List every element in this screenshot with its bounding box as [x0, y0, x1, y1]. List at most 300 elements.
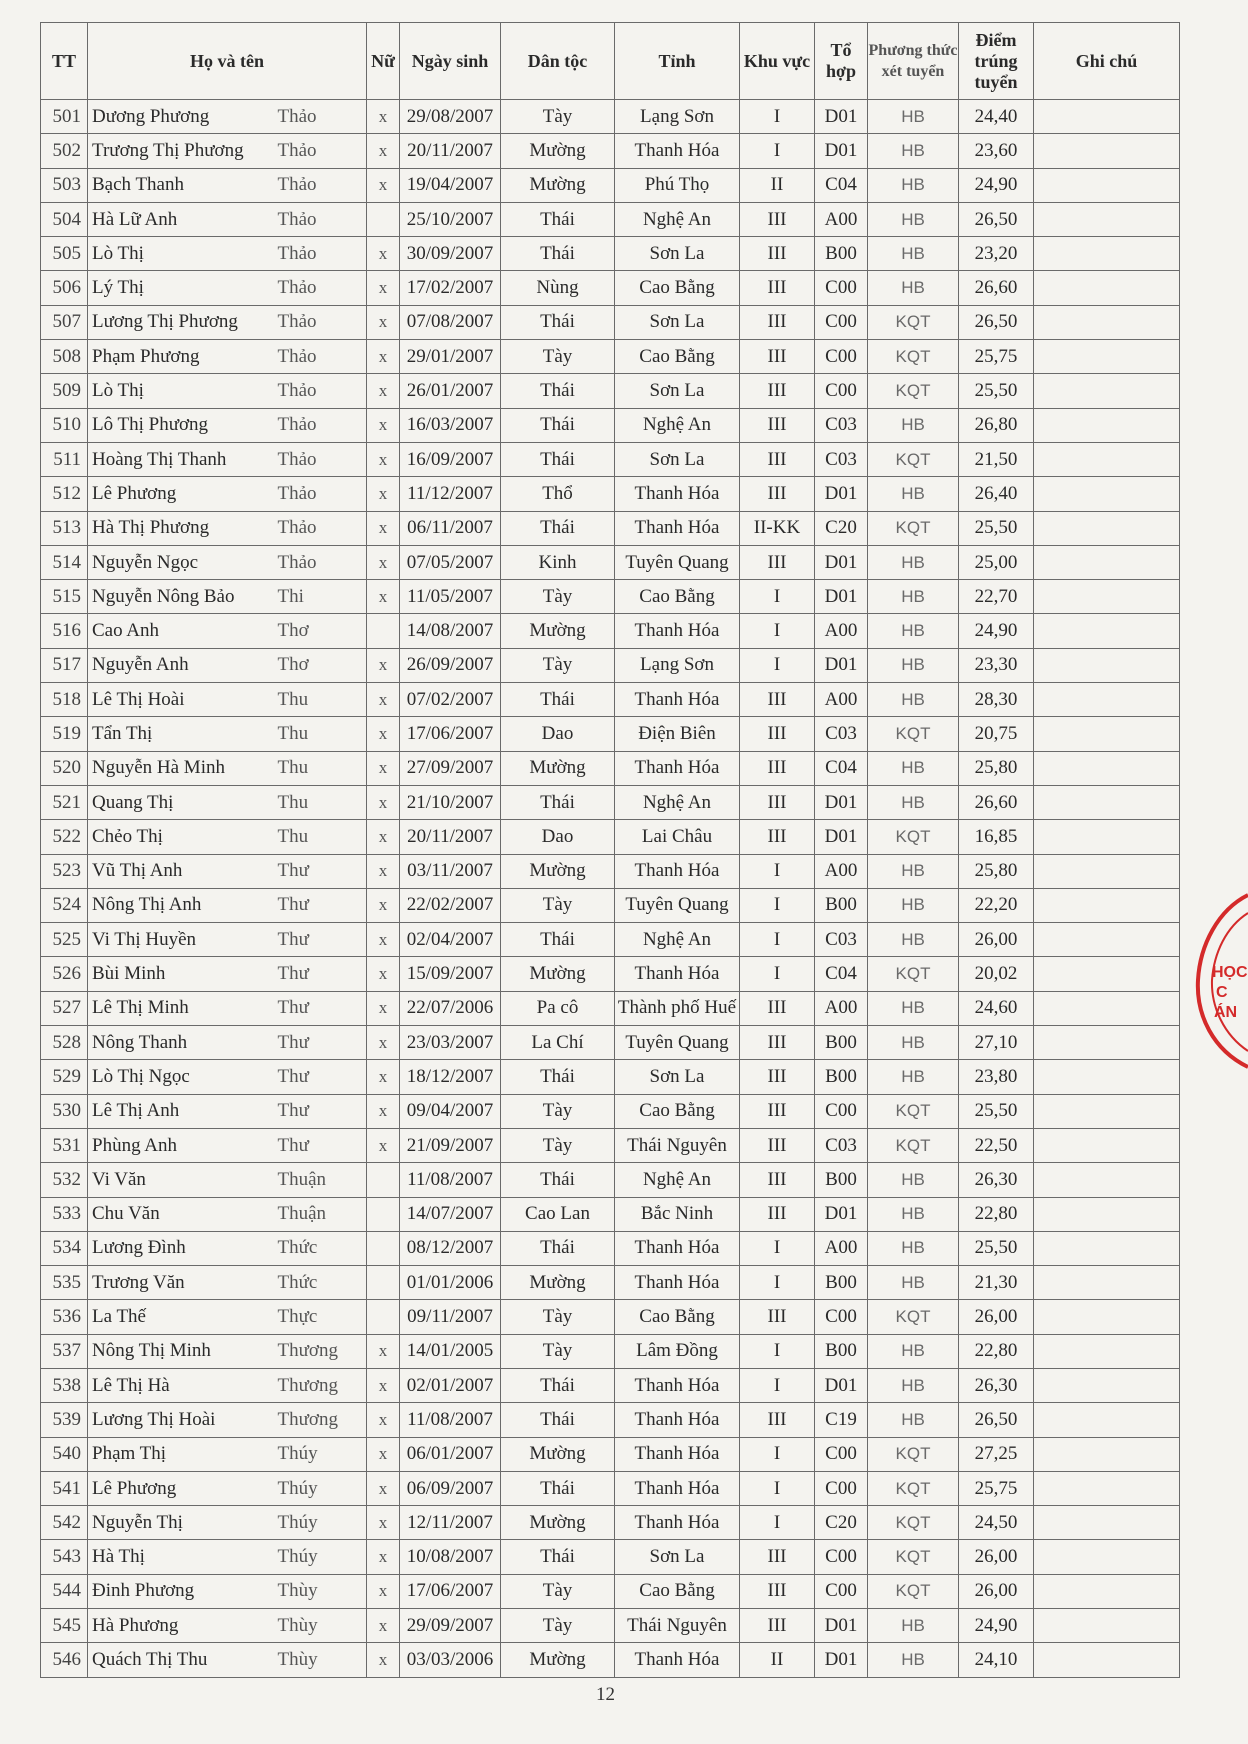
note-cell	[1034, 717, 1180, 751]
note-cell	[1034, 1128, 1180, 1162]
subject-combo-cell: D01	[815, 785, 868, 819]
ethnicity-cell: Thái	[501, 785, 615, 819]
admission-method-cell: HB	[868, 854, 959, 888]
province-cell: Thanh Hóa	[615, 1643, 740, 1677]
admission-method-cell: HB	[868, 1026, 959, 1060]
table-row	[41, 991, 1180, 1025]
ethnicity-cell: Mường	[501, 1506, 615, 1540]
given-name-cell: Thư	[278, 1128, 367, 1162]
birth-date-cell: 02/04/2007	[400, 923, 501, 957]
row-number-cell: 540	[41, 1437, 88, 1471]
province-cell: Nghệ An	[615, 408, 740, 442]
surname-middle-cell: Vũ Thị Anh	[88, 854, 278, 888]
ethnicity-cell: Mường	[501, 854, 615, 888]
area-cell: I	[740, 1437, 815, 1471]
note-cell	[1034, 340, 1180, 374]
given-name-cell: Thức	[278, 1266, 367, 1300]
surname-middle-cell: Vi Văn	[88, 1163, 278, 1197]
female-mark-cell: x	[367, 648, 400, 682]
table-row	[41, 134, 1180, 168]
birth-date-cell: 03/03/2006	[400, 1643, 501, 1677]
area-cell: III	[740, 1300, 815, 1334]
province-cell: Tuyên Quang	[615, 888, 740, 922]
birth-date-cell: 16/09/2007	[400, 442, 501, 476]
admission-method-cell: HB	[868, 545, 959, 579]
row-number-cell: 512	[41, 477, 88, 511]
score-cell: 26,50	[959, 1403, 1034, 1437]
subject-combo-cell: B00	[815, 1026, 868, 1060]
table-row	[41, 168, 1180, 202]
score-cell: 25,80	[959, 854, 1034, 888]
female-mark-cell: x	[367, 683, 400, 717]
subject-combo-cell: C00	[815, 1094, 868, 1128]
area-cell: II-KK	[740, 511, 815, 545]
birth-date-cell: 26/01/2007	[400, 374, 501, 408]
female-mark-cell: x	[367, 1506, 400, 1540]
admission-method-cell: HB	[868, 100, 959, 134]
subject-combo-cell: B00	[815, 1334, 868, 1368]
province-cell: Sơn La	[615, 305, 740, 339]
ethnicity-cell: La Chí	[501, 1026, 615, 1060]
surname-middle-cell: Lê Phương	[88, 1471, 278, 1505]
surname-middle-cell: Lô Thị Phương	[88, 408, 278, 442]
birth-date-cell: 22/07/2006	[400, 991, 501, 1025]
surname-middle-cell: Hà Thị	[88, 1540, 278, 1574]
note-cell	[1034, 580, 1180, 614]
stamp-text-3: ÁN	[1214, 1004, 1238, 1021]
given-name-cell: Thư	[278, 991, 367, 1025]
admission-method-cell: KQT	[868, 1094, 959, 1128]
ethnicity-cell: Thái	[501, 202, 615, 236]
ethnicity-cell: Thái	[501, 1163, 615, 1197]
admission-method-cell: KQT	[868, 305, 959, 339]
province-cell: Thanh Hóa	[615, 751, 740, 785]
row-number-cell: 508	[41, 340, 88, 374]
given-name-cell: Thức	[278, 1231, 367, 1265]
table-row	[41, 854, 1180, 888]
given-name-cell: Thương	[278, 1334, 367, 1368]
subject-combo-cell: C00	[815, 1540, 868, 1574]
female-mark-cell	[367, 1197, 400, 1231]
surname-middle-cell: Trương Văn	[88, 1266, 278, 1300]
admission-method-cell: HB	[868, 1643, 959, 1677]
ethnicity-cell: Thái	[501, 683, 615, 717]
score-cell: 24,60	[959, 991, 1034, 1025]
female-mark-cell: x	[367, 1128, 400, 1162]
note-cell	[1034, 1368, 1180, 1402]
surname-middle-cell: Quách Thị Thu	[88, 1643, 278, 1677]
given-name-cell: Thảo	[278, 340, 367, 374]
ethnicity-cell: Thái	[501, 1368, 615, 1402]
admission-method-cell: HB	[868, 408, 959, 442]
table-row	[41, 923, 1180, 957]
row-number-cell: 543	[41, 1540, 88, 1574]
ethnicity-cell: Tày	[501, 1574, 615, 1608]
birth-date-cell: 22/02/2007	[400, 888, 501, 922]
birth-date-cell: 27/09/2007	[400, 751, 501, 785]
birth-date-cell: 07/05/2007	[400, 545, 501, 579]
surname-middle-cell: Lý Thị	[88, 271, 278, 305]
province-cell: Nghệ An	[615, 923, 740, 957]
ethnicity-cell: Mường	[501, 751, 615, 785]
admission-method-cell: HB	[868, 888, 959, 922]
birth-date-cell: 16/03/2007	[400, 408, 501, 442]
score-cell: 16,85	[959, 820, 1034, 854]
note-cell	[1034, 1163, 1180, 1197]
table-header	[41, 23, 1180, 100]
note-cell	[1034, 545, 1180, 579]
birth-date-cell: 14/07/2007	[400, 1197, 501, 1231]
surname-middle-cell: Nông Thị Minh	[88, 1334, 278, 1368]
area-cell: I	[740, 134, 815, 168]
subject-combo-cell: A00	[815, 202, 868, 236]
given-name-cell: Thảo	[278, 134, 367, 168]
score-cell: 20,75	[959, 717, 1034, 751]
ethnicity-cell: Tày	[501, 1128, 615, 1162]
female-mark-cell: x	[367, 923, 400, 957]
table-row	[41, 1094, 1180, 1128]
table-row	[41, 374, 1180, 408]
table-row	[41, 1231, 1180, 1265]
surname-middle-cell: Hà Thị Phương	[88, 511, 278, 545]
province-cell: Thành phố Huế	[615, 991, 740, 1025]
admission-list-page	[40, 22, 1180, 1678]
score-cell: 27,25	[959, 1437, 1034, 1471]
female-mark-cell: x	[367, 820, 400, 854]
ethnicity-cell: Tày	[501, 1300, 615, 1334]
female-mark-cell: x	[367, 1471, 400, 1505]
note-cell	[1034, 374, 1180, 408]
birth-date-cell: 14/08/2007	[400, 614, 501, 648]
given-name-cell: Thuận	[278, 1163, 367, 1197]
table-row	[41, 785, 1180, 819]
row-number-cell: 502	[41, 134, 88, 168]
note-cell	[1034, 1609, 1180, 1643]
subject-combo-cell: C04	[815, 957, 868, 991]
ethnicity-cell: Nùng	[501, 271, 615, 305]
note-cell	[1034, 991, 1180, 1025]
row-number-cell: 527	[41, 991, 88, 1025]
surname-middle-cell: Lò Thị Ngọc	[88, 1060, 278, 1094]
note-cell	[1034, 1471, 1180, 1505]
area-cell: III	[740, 408, 815, 442]
province-cell: Tuyên Quang	[615, 1026, 740, 1060]
note-cell	[1034, 648, 1180, 682]
area-cell: I	[740, 648, 815, 682]
ethnicity-cell: Tày	[501, 888, 615, 922]
female-mark-cell: x	[367, 305, 400, 339]
surname-middle-cell: Nguyễn Nông Bảo	[88, 580, 278, 614]
score-cell: 23,20	[959, 237, 1034, 271]
given-name-cell: Thảo	[278, 545, 367, 579]
score-cell: 26,00	[959, 1574, 1034, 1608]
admission-method-cell: KQT	[868, 717, 959, 751]
ethnicity-cell: Tày	[501, 1094, 615, 1128]
surname-middle-cell: Lê Thị Minh	[88, 991, 278, 1025]
surname-middle-cell: Phùng Anh	[88, 1128, 278, 1162]
subject-combo-cell: D01	[815, 1643, 868, 1677]
given-name-cell: Thơ	[278, 614, 367, 648]
given-name-cell: Thư	[278, 923, 367, 957]
province-cell: Thanh Hóa	[615, 683, 740, 717]
given-name-cell: Thúy	[278, 1540, 367, 1574]
score-cell: 23,30	[959, 648, 1034, 682]
subject-combo-cell: B00	[815, 237, 868, 271]
surname-middle-cell: Nguyễn Anh	[88, 648, 278, 682]
subject-combo-cell: C03	[815, 408, 868, 442]
score-cell: 26,50	[959, 202, 1034, 236]
ethnicity-cell: Mường	[501, 134, 615, 168]
row-number-cell: 535	[41, 1266, 88, 1300]
table-row	[41, 271, 1180, 305]
admission-method-cell: HB	[868, 1266, 959, 1300]
subject-combo-cell: B00	[815, 888, 868, 922]
province-cell: Nghệ An	[615, 785, 740, 819]
note-cell	[1034, 751, 1180, 785]
subject-combo-cell: A00	[815, 854, 868, 888]
admission-method-cell: HB	[868, 271, 959, 305]
given-name-cell: Thúy	[278, 1506, 367, 1540]
subject-combo-cell: D01	[815, 477, 868, 511]
score-cell: 24,10	[959, 1643, 1034, 1677]
row-number-cell: 534	[41, 1231, 88, 1265]
table-row	[41, 511, 1180, 545]
row-number-cell: 518	[41, 683, 88, 717]
subject-combo-cell: C00	[815, 305, 868, 339]
birth-date-cell: 18/12/2007	[400, 1060, 501, 1094]
col-header-khu-vuc: Khu vực	[740, 23, 815, 100]
admission-method-cell: KQT	[868, 1471, 959, 1505]
score-cell: 28,30	[959, 683, 1034, 717]
table-row	[41, 477, 1180, 511]
admission-method-cell: HB	[868, 785, 959, 819]
surname-middle-cell: Trương Thị Phương	[88, 134, 278, 168]
table-body	[41, 100, 1180, 1678]
col-header-nu: Nữ	[367, 23, 400, 100]
province-cell: Thanh Hóa	[615, 1437, 740, 1471]
surname-middle-cell: Bùi Minh	[88, 957, 278, 991]
area-cell: III	[740, 1094, 815, 1128]
admission-method-cell: HB	[868, 648, 959, 682]
area-cell: I	[740, 1231, 815, 1265]
admission-method-cell: KQT	[868, 1574, 959, 1608]
col-header-ho-ten: Họ và tên	[88, 23, 367, 100]
ethnicity-cell: Tày	[501, 1609, 615, 1643]
area-cell: III	[740, 545, 815, 579]
female-mark-cell: x	[367, 888, 400, 922]
province-cell: Cao Bằng	[615, 580, 740, 614]
score-cell: 26,00	[959, 1300, 1034, 1334]
table-row	[41, 1574, 1180, 1608]
female-mark-cell	[367, 1231, 400, 1265]
score-cell: 22,20	[959, 888, 1034, 922]
score-cell: 25,50	[959, 511, 1034, 545]
score-cell: 25,80	[959, 751, 1034, 785]
ethnicity-cell: Dao	[501, 717, 615, 751]
note-cell	[1034, 1403, 1180, 1437]
surname-middle-cell: Lương Thị Phương	[88, 305, 278, 339]
surname-middle-cell: Lò Thị	[88, 374, 278, 408]
table-row	[41, 888, 1180, 922]
table-row	[41, 1197, 1180, 1231]
admission-method-cell: KQT	[868, 374, 959, 408]
admission-method-cell: KQT	[868, 1437, 959, 1471]
area-cell: III	[740, 1163, 815, 1197]
note-cell	[1034, 1643, 1180, 1677]
birth-date-cell: 21/09/2007	[400, 1128, 501, 1162]
subject-combo-cell: C00	[815, 1300, 868, 1334]
ethnicity-cell: Tày	[501, 580, 615, 614]
female-mark-cell: x	[367, 1609, 400, 1643]
given-name-cell: Thúy	[278, 1437, 367, 1471]
note-cell	[1034, 202, 1180, 236]
table-row	[41, 545, 1180, 579]
female-mark-cell: x	[367, 957, 400, 991]
admission-method-cell: HB	[868, 991, 959, 1025]
area-cell: I	[740, 614, 815, 648]
score-cell: 21,50	[959, 442, 1034, 476]
area-cell: I	[740, 957, 815, 991]
note-cell	[1034, 1060, 1180, 1094]
surname-middle-cell: Nông Thanh	[88, 1026, 278, 1060]
table-row	[41, 751, 1180, 785]
female-mark-cell: x	[367, 374, 400, 408]
row-number-cell: 546	[41, 1643, 88, 1677]
subject-combo-cell: C04	[815, 751, 868, 785]
ethnicity-cell: Thái	[501, 1060, 615, 1094]
birth-date-cell: 11/05/2007	[400, 580, 501, 614]
ethnicity-cell: Thái	[501, 511, 615, 545]
area-cell: III	[740, 340, 815, 374]
female-mark-cell: x	[367, 991, 400, 1025]
surname-middle-cell: Phạm Phương	[88, 340, 278, 374]
admission-method-cell: HB	[868, 1231, 959, 1265]
ethnicity-cell: Mường	[501, 1437, 615, 1471]
score-cell: 26,00	[959, 1540, 1034, 1574]
note-cell	[1034, 1437, 1180, 1471]
area-cell: III	[740, 305, 815, 339]
row-number-cell: 501	[41, 100, 88, 134]
province-cell: Sơn La	[615, 237, 740, 271]
table-row	[41, 717, 1180, 751]
admission-method-cell: HB	[868, 1403, 959, 1437]
table-row	[41, 1060, 1180, 1094]
given-name-cell: Thu	[278, 751, 367, 785]
birth-date-cell: 17/02/2007	[400, 271, 501, 305]
score-cell: 25,75	[959, 340, 1034, 374]
ethnicity-cell: Tày	[501, 1334, 615, 1368]
note-cell	[1034, 1266, 1180, 1300]
subject-combo-cell: A00	[815, 683, 868, 717]
subject-combo-cell: C19	[815, 1403, 868, 1437]
score-cell: 26,60	[959, 785, 1034, 819]
row-number-cell: 506	[41, 271, 88, 305]
area-cell: II	[740, 1643, 815, 1677]
given-name-cell: Thảo	[278, 442, 367, 476]
admission-method-cell: KQT	[868, 820, 959, 854]
admission-method-cell: HB	[868, 1060, 959, 1094]
given-name-cell: Thảo	[278, 202, 367, 236]
birth-date-cell: 20/11/2007	[400, 134, 501, 168]
subject-combo-cell: B00	[815, 1266, 868, 1300]
score-cell: 25,00	[959, 545, 1034, 579]
given-name-cell: Thảo	[278, 477, 367, 511]
subject-combo-cell: D01	[815, 648, 868, 682]
area-cell: I	[740, 1334, 815, 1368]
surname-middle-cell: Chu Văn	[88, 1197, 278, 1231]
province-cell: Nghệ An	[615, 202, 740, 236]
admission-method-cell: HB	[868, 614, 959, 648]
stamp-text-2: C	[1216, 984, 1228, 1001]
subject-combo-cell: C00	[815, 1471, 868, 1505]
subject-combo-cell: D01	[815, 1197, 868, 1231]
subject-combo-cell: D01	[815, 545, 868, 579]
province-cell: Thanh Hóa	[615, 1403, 740, 1437]
given-name-cell: Thực	[278, 1300, 367, 1334]
given-name-cell: Thư	[278, 957, 367, 991]
area-cell: III	[740, 1540, 815, 1574]
province-cell: Lâm Đồng	[615, 1334, 740, 1368]
given-name-cell: Thu	[278, 820, 367, 854]
province-cell: Lạng Sơn	[615, 100, 740, 134]
note-cell	[1034, 923, 1180, 957]
admission-method-cell: HB	[868, 1163, 959, 1197]
score-cell: 22,80	[959, 1334, 1034, 1368]
surname-middle-cell: Lê Thị Hà	[88, 1368, 278, 1402]
province-cell: Thanh Hóa	[615, 1506, 740, 1540]
ethnicity-cell: Mường	[501, 1266, 615, 1300]
subject-combo-cell: D01	[815, 1368, 868, 1402]
table-row	[41, 1128, 1180, 1162]
surname-middle-cell: Cao Anh	[88, 614, 278, 648]
row-number-cell: 529	[41, 1060, 88, 1094]
ethnicity-cell: Mường	[501, 957, 615, 991]
birth-date-cell: 09/11/2007	[400, 1300, 501, 1334]
admission-method-cell: HB	[868, 237, 959, 271]
ethnicity-cell: Thái	[501, 1231, 615, 1265]
ethnicity-cell: Cao Lan	[501, 1197, 615, 1231]
subject-combo-cell: C03	[815, 923, 868, 957]
note-cell	[1034, 1506, 1180, 1540]
table-row	[41, 580, 1180, 614]
given-name-cell: Thùy	[278, 1574, 367, 1608]
subject-combo-cell: C03	[815, 442, 868, 476]
subject-combo-cell: C00	[815, 1574, 868, 1608]
col-header-phuong-thuc: Phương thức xét tuyển	[868, 23, 959, 100]
row-number-cell: 530	[41, 1094, 88, 1128]
row-number-cell: 542	[41, 1506, 88, 1540]
female-mark-cell	[367, 1300, 400, 1334]
score-cell: 21,30	[959, 1266, 1034, 1300]
score-cell: 24,90	[959, 168, 1034, 202]
area-cell: I	[740, 1506, 815, 1540]
surname-middle-cell: Lê Thị Anh	[88, 1094, 278, 1128]
given-name-cell: Thuận	[278, 1197, 367, 1231]
province-cell: Thanh Hóa	[615, 134, 740, 168]
ethnicity-cell: Thái	[501, 1471, 615, 1505]
note-cell	[1034, 1197, 1180, 1231]
admission-method-cell: HB	[868, 202, 959, 236]
province-cell: Thanh Hóa	[615, 957, 740, 991]
ethnicity-cell: Tày	[501, 340, 615, 374]
score-cell: 24,50	[959, 1506, 1034, 1540]
table-row	[41, 1403, 1180, 1437]
surname-middle-cell: Đinh Phương	[88, 1574, 278, 1608]
province-cell: Thanh Hóa	[615, 477, 740, 511]
province-cell: Cao Bằng	[615, 1094, 740, 1128]
score-cell: 26,00	[959, 923, 1034, 957]
ethnicity-cell: Mường	[501, 1643, 615, 1677]
